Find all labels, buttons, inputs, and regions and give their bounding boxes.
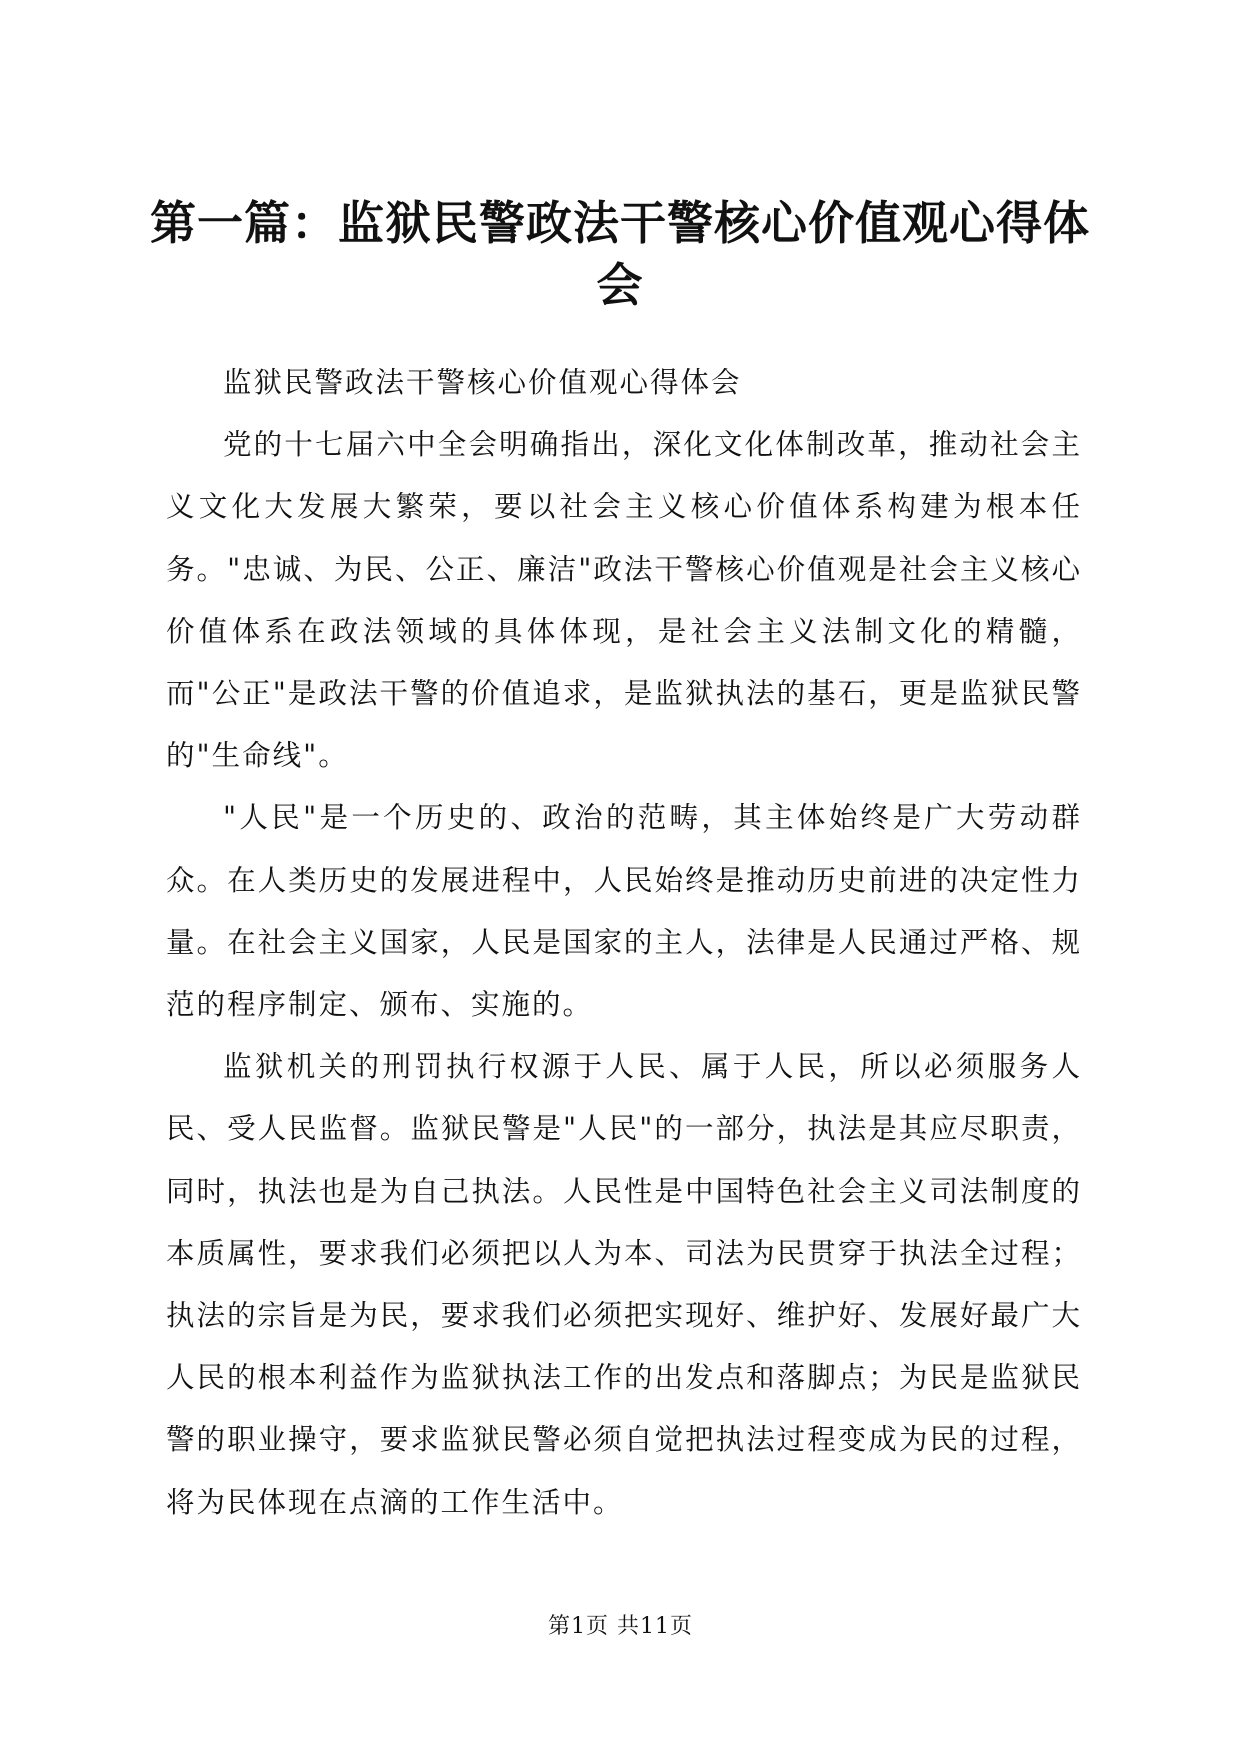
- document-body: [166, 352, 1082, 1534]
- paragraph-3: 监狱机关的刑罚执行权源于人民、属于人民，所以必须服务人民、受人民监督。监狱民警是"人民"的一部分，执法是其应尽职责，同时，执法也是为自己执法。人民性是中国特色社会主义司法制度的本质属性，要求我们必须把以人为本、司法为民贯穿于执法全过程；执法的宗旨是为民，要求我们必须把实现好、维护好、发展好最广大人民的根本利益作为监狱执法工作的出发点和落脚点；为民是监狱民警的职业操守，要求监狱民警必须自觉把执法过程变成为民的过程，将为民体现在点滴的工作生活中。: [166, 1050, 1082, 1519]
- document-title: 第一篇：监狱民警政法干警核心价值观心得体会: [150, 196, 1090, 312]
- paragraph-2: "人民"是一个历史的、政治的范畴，其主体始终是广大劳动群众。在人类历史的发展进程中，人民始终是推动历史前进的决定性力量。在社会主义国家，人民是国家的主人，法律是人民通过严格、规范的程序制定、颁布、实施的。: [166, 801, 1082, 1022]
- paragraph-subtitle: 监狱民警政法干警核心价值观心得体会: [223, 366, 742, 399]
- page-number-footer: 第1页 共11页: [548, 1614, 693, 1639]
- paragraph-1: 党的十七届六中全会明确指出，深化文化体制改革，推动社会主义文化大发展大繁荣，要以社会主义核心价值体系构建为根本任务。"忠诚、为民、公正、廉洁"政法干警核心价值观是社会主义核心价值体系在政法领域的具体体现，是社会主义法制文化的精髓，而"公正"是政法干警的价值追求，是监狱执法的基石，更是监狱民警的"生命线"。: [166, 428, 1082, 773]
